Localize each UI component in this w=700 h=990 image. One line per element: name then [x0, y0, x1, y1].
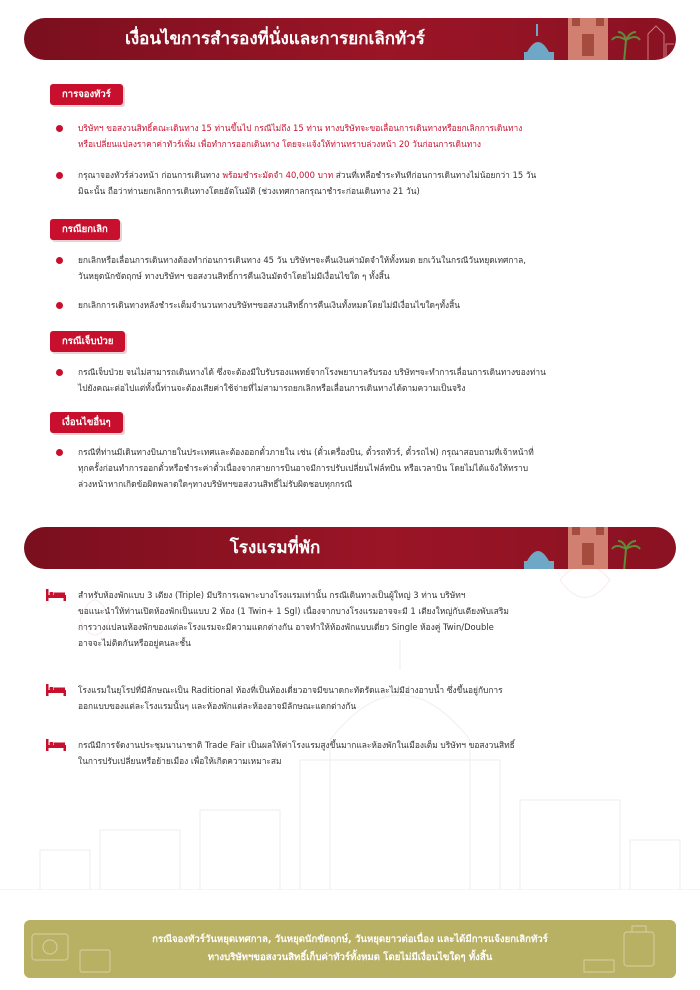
list-item: [46, 587, 646, 651]
list-item: [56, 364, 636, 396]
item-text: ออกแบบของแต่ละโรงแรมนั้นๆ และห้องพักแต่ละห้องอาจมีลักษณะแตกต่างกัน: [78, 701, 357, 711]
booking-conditions-title: เงื่อนไขการสำรองที่นั่งและการยกเลิกทัวร์: [125, 29, 425, 49]
tag-other-conditions: เงื่อนไขอื่นๆ: [50, 412, 123, 433]
list-item: [56, 444, 636, 492]
list-item: [46, 737, 646, 769]
bed-icon: [46, 589, 66, 601]
deposit-highlight: พร้อมชำระมัดจำ 40,000 บาท: [222, 170, 334, 180]
red-dot-icon: [56, 257, 63, 264]
hotel-title: โรงแรมที่พัก: [229, 538, 321, 558]
red-dot-icon: [56, 302, 63, 309]
tag-cancellation: กรณียกเลิก: [50, 219, 120, 240]
item-text: ส่วนที่เหลือชำระทันทีก่อนการเดินทางไม่น้อยกว่า 15 วัน: [333, 170, 537, 180]
red-dot-icon: [56, 125, 63, 132]
tag-illness: กรณีเจ็บป่วย: [50, 331, 125, 352]
list-item: [56, 297, 636, 313]
item-text: บริษัทฯ ขอสงวนสิทธิ์คณะเดินทาง 15 ท่านขึ้นไป กรณีไม่ถึง 15 ท่าน ทางบริษัทจะขอเลื่อนการเดินทางหรือยกเลิกการเดินทาง: [78, 123, 523, 133]
bed-icon: [46, 684, 66, 696]
footer-notice: [24, 920, 676, 978]
item-text: สำหรับห้องพักแบบ 3 เตียง (Triple) มีบริการเฉพาะบางโรงแรมเท่านั้น กรณีเดินทางเป็นผู้ใหญ่ 3 ท่าน บริษัทฯ: [78, 590, 466, 600]
item-text: การวางแปลนห้องพักของแต่ละโรงแรมจะมีความแตกต่างกัน อาจทำให้ห้องพักแบบเดี่ยว Single ห้องคู่ Twin/Double: [78, 622, 494, 632]
footer-line: ทางบริษัทฯขอสงวนสิทธิ์เก็บค่าทัวร์ทั้งหมด โดยไม่มีเงื่อนไขใดๆ ทั้งสิ้น: [207, 952, 493, 963]
item-text: กรุณาจองทัวร์ล่วงหน้า ก่อนการเดินทาง: [78, 170, 223, 180]
item-text: หรือเปลี่ยนแปลงราคาค่าทัวร์เพิ่ม เพื่อทำการออกเดินทาง โดยจะแจ้งให้ท่านทราบล่วงหน้า 20 วันก่อนการเดินทาง: [78, 139, 482, 149]
item-text: ยกเลิกการเดินทางหลังชำระเต็มจำนวนทางบริษัทฯขอสงวนสิทธิ์การคืนเงินทั้งหมดโดยไม่มีเงื่อนไขใดๆทั้งสิ้น: [78, 300, 460, 310]
item-text: กรณีเจ็บป่วย จนไม่สามารถเดินทางได้ ซึ่งจะต้องมีใบรับรองแพทย์จากโรงพยาบาลรับรอง บริษัทฯจะทำการเลื่อนการเดินทางของท่าน: [78, 367, 546, 377]
landmarks-illustration-icon: [516, 527, 676, 569]
item-text: ยกเลิกหรือเลื่อนการเดินทางต้องทำก่อนการเดินทาง 45 วัน บริษัทฯจะคืนเงินค่ามัดจำให้ทั้งหมด ยกเว้นในกรณีวันหยุดเทศกาล,: [78, 255, 526, 265]
item-text: กรณีมีการจัดงานประชุมนานาชาติ Trade Fair เป็นผลให้ค่าโรงแรมสูงขึ้นมากและห้องพักในเมืองเต็ม บริษัทฯ ขอสงวนสิทธิ์: [78, 740, 515, 750]
booking-conditions-banner: [24, 18, 676, 60]
item-text: ขอแนะนำให้ท่านเปิดห้องพักเป็นแบบ 2 ห้อง (1 Twin+ 1 Sgl) เนื่องจากบางโรงแรมอาจจะมี 1 เตียงใหญ่กับเตียงพับเสริม: [78, 606, 509, 616]
item-text: โรงแรมในยุโรปที่มีลักษณะเป็น Raditional ห้องที่เป็นห้องเดี่ยวอาจมีขนาดกะทัดรัดและไม่มีอ่างอาบน้ำ ซึ่งขึ้นอยู่กับการ: [78, 685, 503, 695]
bed-icon: [46, 739, 66, 751]
item-text: ในการปรับเปลี่ยนหรือย้ายเมือง เพื่อให้เกิดความเหมาะสม: [78, 756, 282, 766]
item-text: ไปยังคณะต่อไปแต่ทั้งนี้ท่านจะต้องเสียค่าใช้จ่ายที่ไม่สามารถยกเลิกหรือเลื่อนการเดินทางได้ตามความเป็นจริง: [78, 383, 466, 393]
hotel-banner: [24, 527, 676, 569]
item-text: ทุกครั้งก่อนทำการออกตั๋วหรือชำระค่าตั๋วเนื่องจากสายการบินอาจมีการปรับเปลี่ยนไฟล์ทบิน หรือเวลาบิน โดยไม่ได้แจ้งให้ทราบ: [78, 463, 529, 473]
list-item: [56, 252, 636, 284]
red-dot-icon: [56, 369, 63, 376]
landmarks-illustration-icon: [516, 18, 676, 60]
footer-line: กรณีจองทัวร์วันหยุดเทศกาล, วันหยุดนักขัตฤกษ์, วันหยุดยาวต่อเนื่อง และได้มีการแจ้งยกเลิกทัวร์: [152, 934, 548, 945]
tag-booking: การจองทัวร์: [50, 84, 123, 105]
item-text: มิฉะนั้น ถือว่าท่านยกเลิกการเดินทางโดยอัตโนมัติ (ช่วงเทศกาลกรุณาชำระก่อนเดินทาง 21 วัน): [78, 186, 420, 196]
list-item: [46, 682, 646, 714]
item-text: อาจจะไม่ติดกันหรืออยู่คนละชั้น: [78, 638, 191, 648]
list-item: [56, 167, 636, 199]
item-text: กรณีที่ท่านมีเดินทางบินภายในประเทศและต้องออกตั๋วภายใน เช่น (ตั๋วเครื่องบิน, ตั๋วรถทัวร์, ตั๋วรถไฟ) กรุณาสอบถามที่เจ้าหน้าที่: [78, 447, 534, 457]
item-text: ล่วงหน้าหากเกิดข้อผิดพลาดใดๆทางบริษัทฯขอสงวนสิทธิ์ไม่รับผิดชอบทุกกรณี: [78, 479, 353, 489]
item-text: วันหยุดนักขัตฤกษ์ ทางบริษัทฯ ขอสงวนสิทธิ์การคืนเงินมัดจำโดยไม่มีเงื่อนไขใด ๆ ทั้งสิ้น: [78, 271, 390, 281]
red-dot-icon: [56, 449, 63, 456]
list-item: [56, 120, 636, 152]
red-dot-icon: [56, 172, 63, 179]
